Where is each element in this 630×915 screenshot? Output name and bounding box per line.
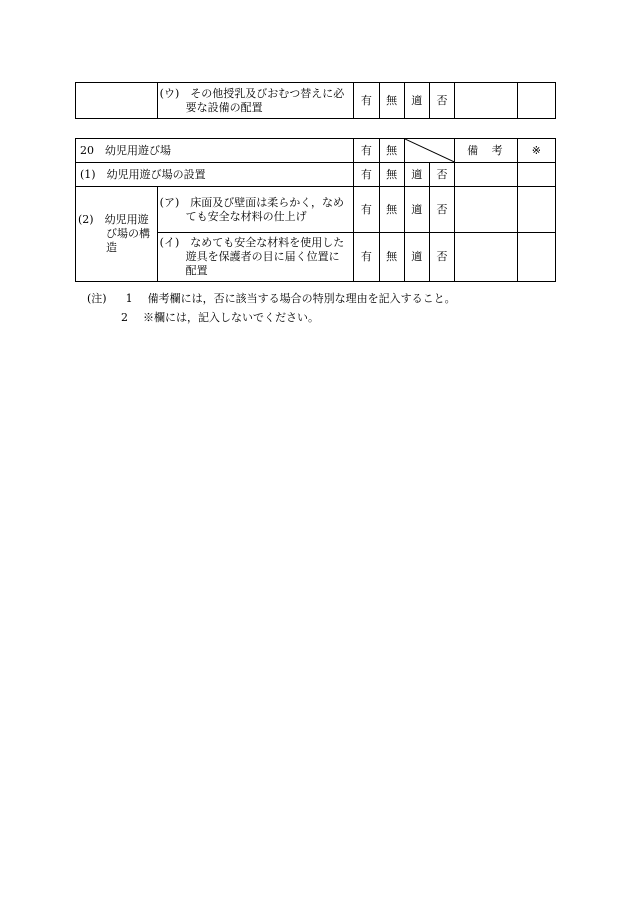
no-cell[interactable]: 無 (379, 187, 404, 233)
item-label: (ア) 床面及び壁面は柔らかく，なめても安全な材料の仕上げ (157, 187, 354, 233)
ok-cell[interactable]: 適 (404, 163, 429, 187)
table-row (76, 83, 556, 119)
ng-cell[interactable]: 否 (429, 163, 454, 187)
table-row (76, 187, 556, 233)
remarks-label-2: 考 (491, 143, 503, 157)
note-1-num: 1 (125, 292, 133, 305)
header-yes: 有 (354, 139, 379, 163)
header-no: 無 (379, 139, 404, 163)
group-cell-empty (76, 83, 158, 119)
no-cell[interactable]: 無 (379, 163, 404, 187)
mark-cell (517, 83, 555, 119)
mark-cell (517, 233, 555, 282)
remarks-cell[interactable] (455, 233, 518, 282)
notes (87, 289, 456, 327)
mark-cell (517, 163, 555, 187)
ok-cell[interactable]: 適 (404, 83, 429, 119)
yes-cell[interactable]: 有 (354, 187, 379, 233)
note-2-text: ※欄には，記入しないでください。 (143, 311, 319, 324)
ng-cell[interactable]: 否 (429, 187, 454, 233)
ok-cell[interactable]: 適 (404, 187, 429, 233)
mark-header: ※ (517, 139, 555, 163)
table-row (76, 163, 556, 187)
no-cell[interactable]: 無 (379, 83, 404, 119)
remarks-cell[interactable] (455, 83, 518, 119)
diagonal-cell (404, 139, 454, 163)
note-1 (87, 289, 456, 308)
note-1-text: 備考欄には，否に該当する場合の特別な理由を記入すること。 (147, 292, 456, 305)
mark-cell (517, 187, 555, 233)
table-play-area (75, 138, 556, 282)
section-title: 20 幼児用遊び場 (76, 139, 354, 163)
item-label: (イ) なめても安全な材料を使用した遊具を保護者の目に届く位置に配置 (157, 233, 354, 282)
notes-intro: (注) (87, 292, 107, 305)
no-cell[interactable]: 無 (379, 233, 404, 282)
yes-cell[interactable]: 有 (354, 233, 379, 282)
diagonal-line (405, 139, 454, 162)
remarks-header (455, 139, 518, 163)
remarks-cell[interactable] (455, 163, 518, 187)
note-2-num: 2 (121, 311, 128, 324)
ng-cell[interactable]: 否 (429, 83, 454, 119)
item-label: (ウ) その他授乳及びおむつ替えに必要な設備の配置 (157, 83, 354, 119)
yes-cell[interactable]: 有 (354, 163, 379, 187)
ok-cell[interactable]: 適 (404, 233, 429, 282)
remarks-cell[interactable] (455, 187, 518, 233)
item-label: (1) 幼児用遊び場の設置 (76, 163, 354, 187)
table-continued (75, 82, 556, 119)
remarks-label-1: 備 (467, 143, 479, 157)
table-header-row (76, 139, 556, 163)
ng-cell[interactable]: 否 (429, 233, 454, 282)
note-2 (87, 308, 456, 327)
yes-cell[interactable]: 有 (354, 83, 379, 119)
group-label: (2) 幼児用遊び場の構造 (76, 187, 158, 282)
